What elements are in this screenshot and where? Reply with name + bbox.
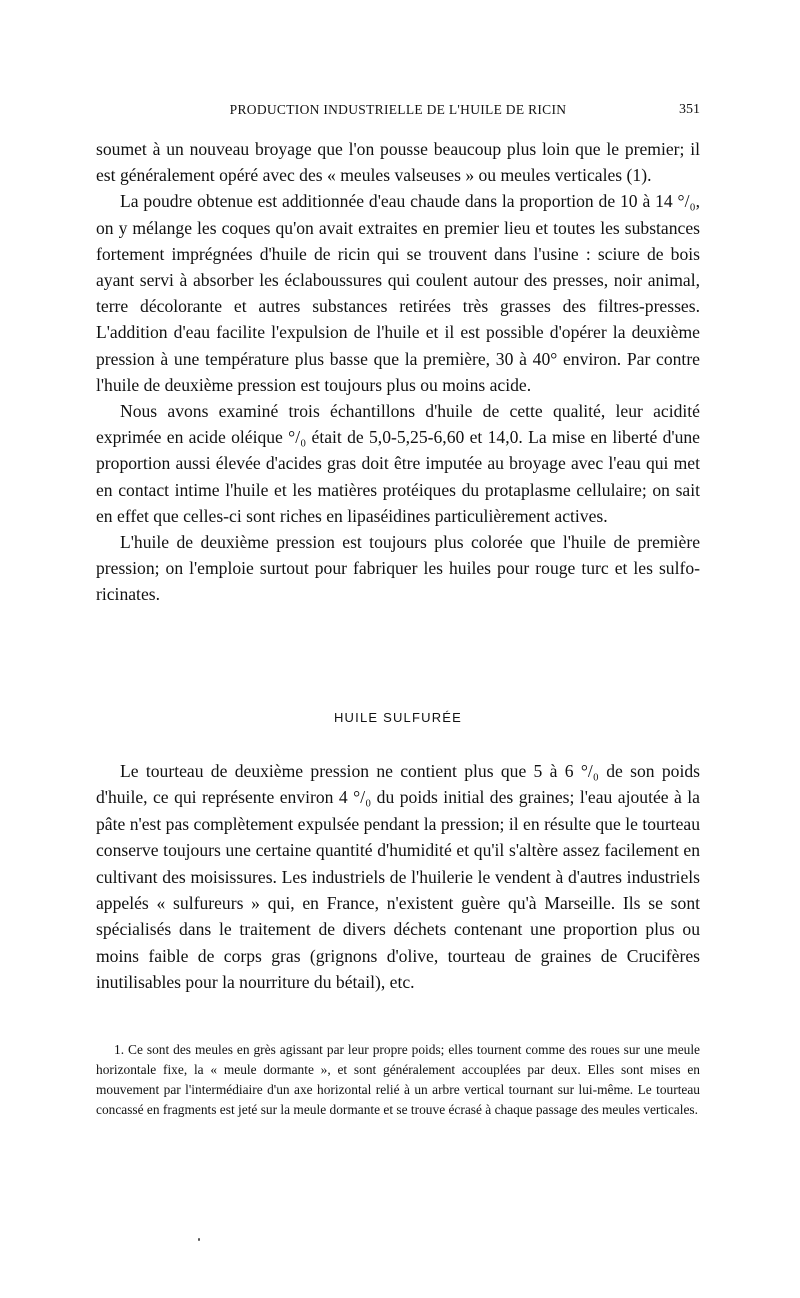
body-text-section-1 (96, 136, 700, 608)
paragraph-4: L'huile de deuxième pression est toujours plus colorée que l'huile de première pression; on l'emploie surtout pour fabriquer les huiles pour rouge turc et les sulfo-ricinates. (96, 532, 700, 605)
running-head (96, 102, 700, 126)
paragraph-3: Nous avons examiné trois échantillons d'huile de cette qualité, leur acidité exprimée en acide oléique °/₀ était de 5,0-5,25-6,60 et 14,0. La mise en liberté d'une proportion aussi élevée d'acides gras doit être imputée au broyage avec l'eau qui met en contact intime l'huile et les matières protéiques du protaplasme cellulaire; on sait en effet que celles-ci sont riches en lipaséidines particulièrement actives. (96, 401, 700, 526)
paragraph-1-end: . (647, 165, 652, 186)
paragraph-5: Le tourteau de deuxième pression ne contient plus que 5 à 6 °/₀ de son poids d'huile, ce qui représente environ 4 °/₀ du poids initial des graines; l'eau ajoutée à la pâte n'est pas complètement expulsée pendant la pression; il en résulte que le tourteau conserve toujours une certaine quantité d'humidité et qu'il s'altère assez facilement en cultivant des moisissures. Les industriels de l'huilerie le vendent à d'autres industriels appelés « sulfureurs » qui, en France, n'existent guère qu'à Marseille. Ils se sont spécialisés dans le traitement de divers déchets contenant une proportion plus ou moins faible de corps gras (grignons d'olive, tourteau de graines de Crucifères inutilisables pour la nourriture du bétail), etc. (96, 761, 700, 993)
page-number: 351 (679, 102, 700, 117)
running-title: PRODUCTION INDUSTRIELLE DE L'HUILE DE RICIN (229, 102, 567, 117)
footnote-text: 1. Ce sont des meules en grès agissant par leur propre poids; elles tournent comme des roues sur une meule horizontale fixe, la « meule dormante », et sont généralement accouplées par deux. Elles sont mises en mouvement par l'intermédiaire d'un axe horizontal relié à un arbre vertical tournant sur lui-même. Le tourteau concassé en fragments est jeté sur la meule dormante et se trouve écrasé à chaque passage des meules verticales. (96, 1042, 700, 1117)
footnote (96, 1040, 700, 1120)
section-heading: HUILE SULFURÉE (333, 710, 463, 725)
body-text-section-2 (96, 758, 700, 996)
paragraph-continued (96, 136, 700, 188)
print-speck (198, 1238, 200, 1241)
paragraph-1-text: soumet à un nouveau broyage que l'on pousse beaucoup plus loin que le premier; il est généralement opéré avec des « meules valseuses » ou meules verticales (96, 139, 700, 186)
footnote-reference[interactable]: (1) (626, 165, 648, 186)
paragraph-2: La poudre obtenue est additionnée d'eau chaude dans la proportion de 10 à 14 °/₀, on y mélange les coques qu'on avait extraites en premier lieu et toutes les substances fortement imprégnées d'huile de ricin qui se trouvent dans l'usine : sciure de bois ayant servi à absorber les éclaboussures qui coulent autour des presses, noir animal, terre décolorante et autres substances retirées très grasses des filtres-presses. L'addition d'eau facilite l'expulsion de l'huile et il est possible d'opérer la deuxième pression à une température plus basse que la première, 30 à 40° environ. Par contre l'huile de deuxième pression est toujours plus ou moins acide. (96, 191, 700, 395)
